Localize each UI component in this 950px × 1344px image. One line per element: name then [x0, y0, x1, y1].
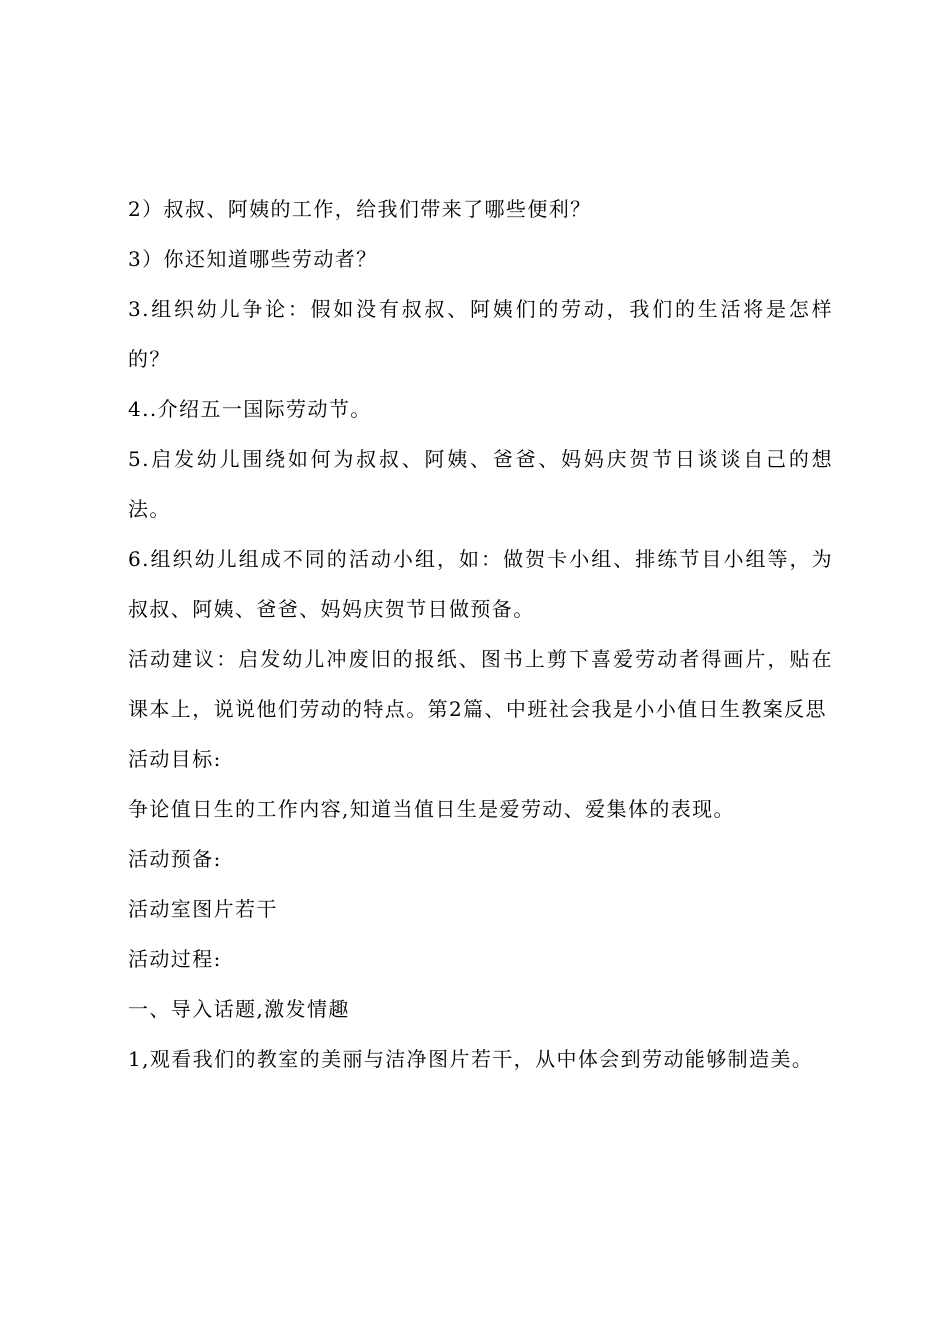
paragraph: 1,观看我们的教室的美丽与洁净图片若干，从中体会到劳动能够制造美。: [128, 1047, 814, 1071]
paragraph: 4..介绍五一国际劳动节。: [128, 397, 372, 421]
section-heading: 活动过程:: [128, 947, 222, 971]
section-heading: 活动目标:: [128, 747, 222, 771]
section-heading: 活动预备:: [128, 847, 222, 871]
paragraph: 3.组织幼儿争论：假如没有叔叔、阿姨们的劳动，我们的生活将是怎样的？: [128, 297, 833, 371]
paragraph: 5.启发幼儿围绕如何为叔叔、阿姨、爸爸、妈妈庆贺节日谈谈自己的想法。: [128, 447, 833, 521]
paragraph: 活动室图片若干: [128, 897, 278, 921]
paragraph: 活动建议：启发幼儿冲废旧的报纸、图书上剪下喜爱劳动者得画片，贴在课本上，说说他们劳动的特点。第2篇、中班社会我是小小值日生教案反思: [128, 647, 833, 721]
paragraph: 3）你还知道哪些劳动者？: [128, 247, 378, 271]
document-body: [128, 184, 833, 1084]
section-heading: 一、导入话题,激发情趣: [128, 997, 350, 1021]
paragraph: 争论值日生的工作内容,知道当值日生是爱劳动、爱集体的表现。: [128, 797, 735, 821]
paragraph: 2）叔叔、阿姨的工作，给我们带来了哪些便利？: [128, 197, 592, 221]
paragraph: 6.组织幼儿组成不同的活动小组，如：做贺卡小组、排练节目小组等，为叔叔、阿姨、爸爸、妈妈庆贺节日做预备。: [128, 547, 833, 621]
